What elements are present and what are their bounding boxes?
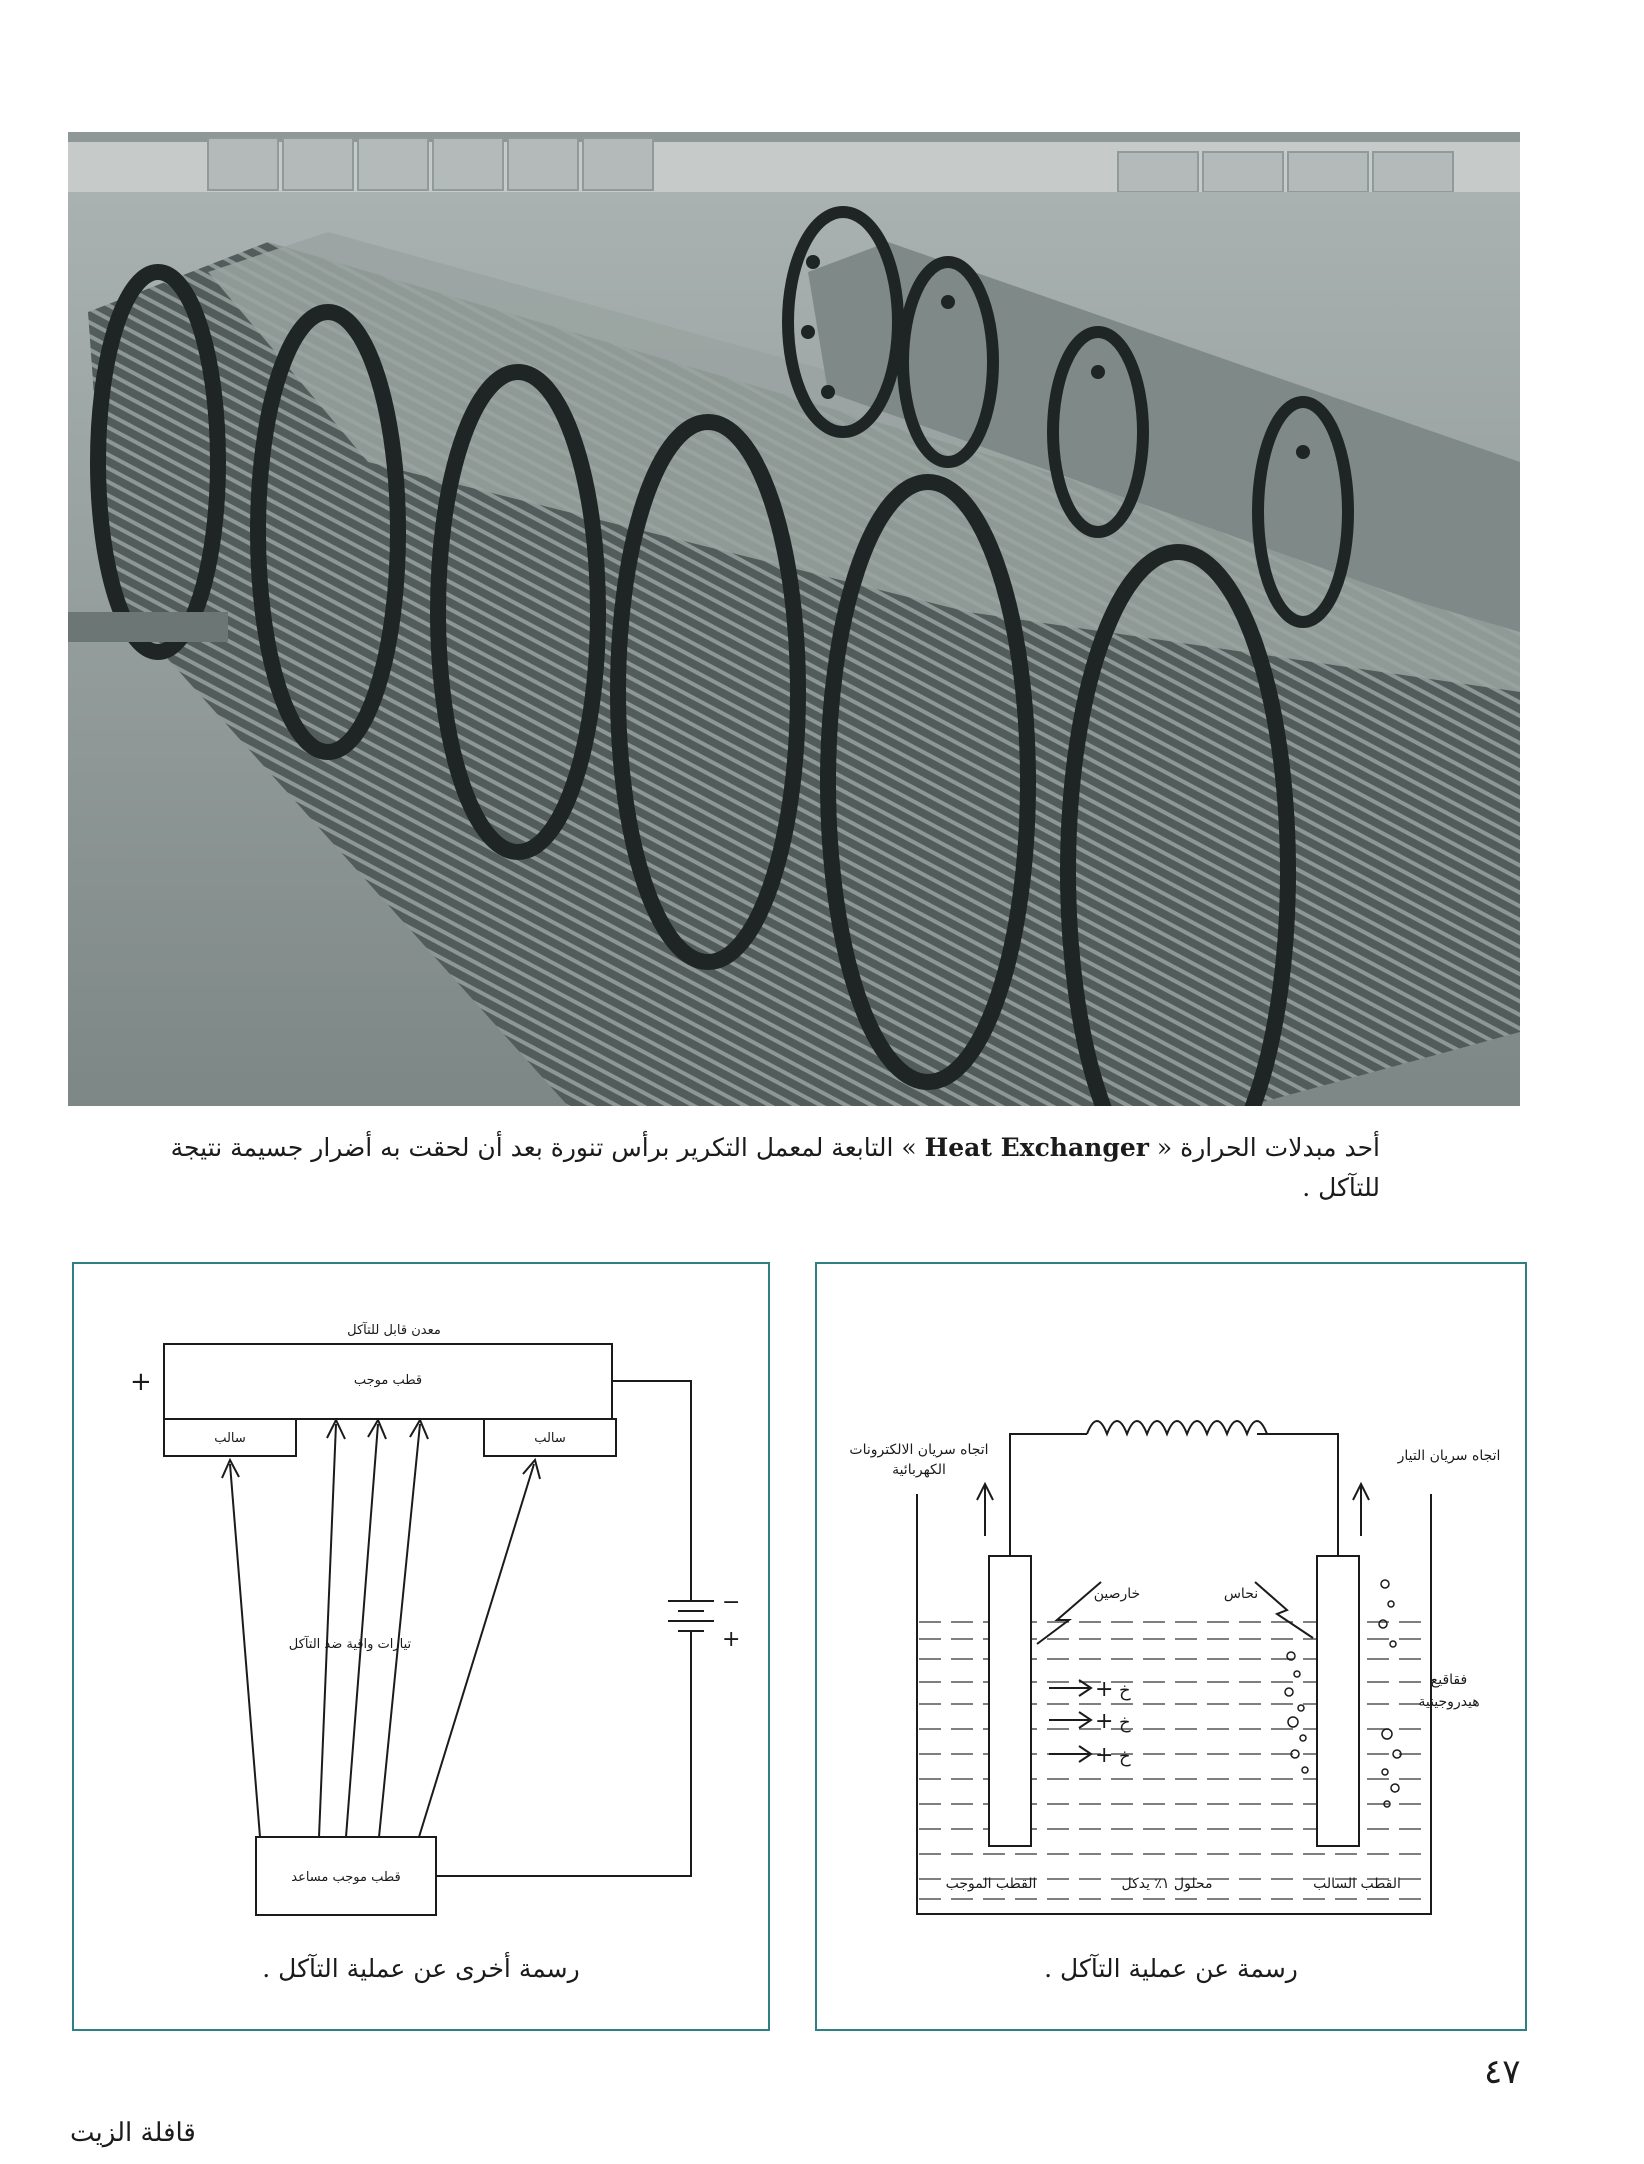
left-diagram-caption: رسمة أخرى عن عملية التآكل . [262, 1954, 580, 1983]
cathodic-protection-diagram-panel [72, 1262, 770, 2031]
circuit-wire-right [1257, 1434, 1338, 1556]
negative-left-label: سالب [214, 1431, 246, 1446]
bubbles-label: فقاقيع [1430, 1672, 1468, 1688]
current-line-5 [419, 1464, 534, 1837]
ion-symbol-1: خ [1119, 1680, 1131, 1701]
positive-pole-label: القطب الموجب [945, 1876, 1037, 1892]
battery-plus-sign: + [722, 1627, 741, 1652]
positive-pole-label: قطب موجب [353, 1373, 423, 1388]
zinc-electrode [989, 1556, 1031, 1846]
current-flow-label: اتجاه سريان التيار [1397, 1448, 1501, 1464]
auxiliary-anode-label: قطب موجب مساعد [291, 1870, 401, 1885]
negative-pole-label: القطب السالب [1313, 1876, 1401, 1892]
zinc-label: خارصين [1093, 1586, 1141, 1602]
wire-battery-metal [612, 1381, 691, 1601]
galvanic-cell-diagram-panel [815, 1262, 1527, 2031]
electron-flow-label: اتجاه سريان الالكترونات [849, 1442, 989, 1458]
current-line-3 [346, 1424, 378, 1837]
negative-right-label: سالب [534, 1431, 566, 1446]
electron-flow-label-2: الكهربائية [892, 1462, 946, 1478]
heat-exchanger-photo [68, 132, 1520, 1106]
resistor-coil [1087, 1421, 1267, 1434]
metal-plus-sign: + [130, 1367, 152, 1397]
caption-text-after: » التابعة لمعمل التكرير برأس تنورة بعد أن لحقت به أضرار جسيمة نتيجة للتآكل . [170, 1133, 1380, 1202]
current-line-4 [379, 1424, 420, 1837]
ion-symbol-2: خ [1119, 1712, 1131, 1733]
page-number: ٤٧ [1484, 2052, 1521, 2092]
copper-pointer [1255, 1582, 1313, 1638]
copper-label: نحاس [1223, 1586, 1259, 1602]
bubbles-label-2: هيدروجينية [1418, 1694, 1480, 1710]
ion-plus-2: + [1095, 1709, 1114, 1734]
caption-text-before: أحد مبدلات الحرارة « [1156, 1133, 1380, 1162]
ion-plus-1: + [1095, 1677, 1114, 1702]
ion-symbol-3: خ [1119, 1746, 1131, 1767]
zinc-pointer [1037, 1582, 1101, 1644]
copper-electrode [1317, 1556, 1359, 1846]
current-line-1 [230, 1464, 260, 1837]
solution-label: محلول ١٪ يدكل [1121, 1876, 1213, 1892]
circuit-wire [1010, 1434, 1087, 1556]
photo-caption [120, 1128, 1380, 1208]
ion-plus-3: + [1095, 1743, 1114, 1768]
metal-label: معدن قابل للتآكل [347, 1323, 441, 1338]
current-line-2 [319, 1424, 336, 1837]
caption-english-term: Heat Exchanger [924, 1133, 1149, 1162]
magazine-name: قافلة الزيت [70, 2118, 196, 2148]
right-diagram-caption: رسمة عن عملية التآكل . [1044, 1954, 1298, 1983]
currents-label: تيارات واقية ضد التآكل [288, 1637, 412, 1652]
battery-minus-sign: − [722, 1590, 741, 1615]
wire-anode-battery [436, 1631, 691, 1876]
